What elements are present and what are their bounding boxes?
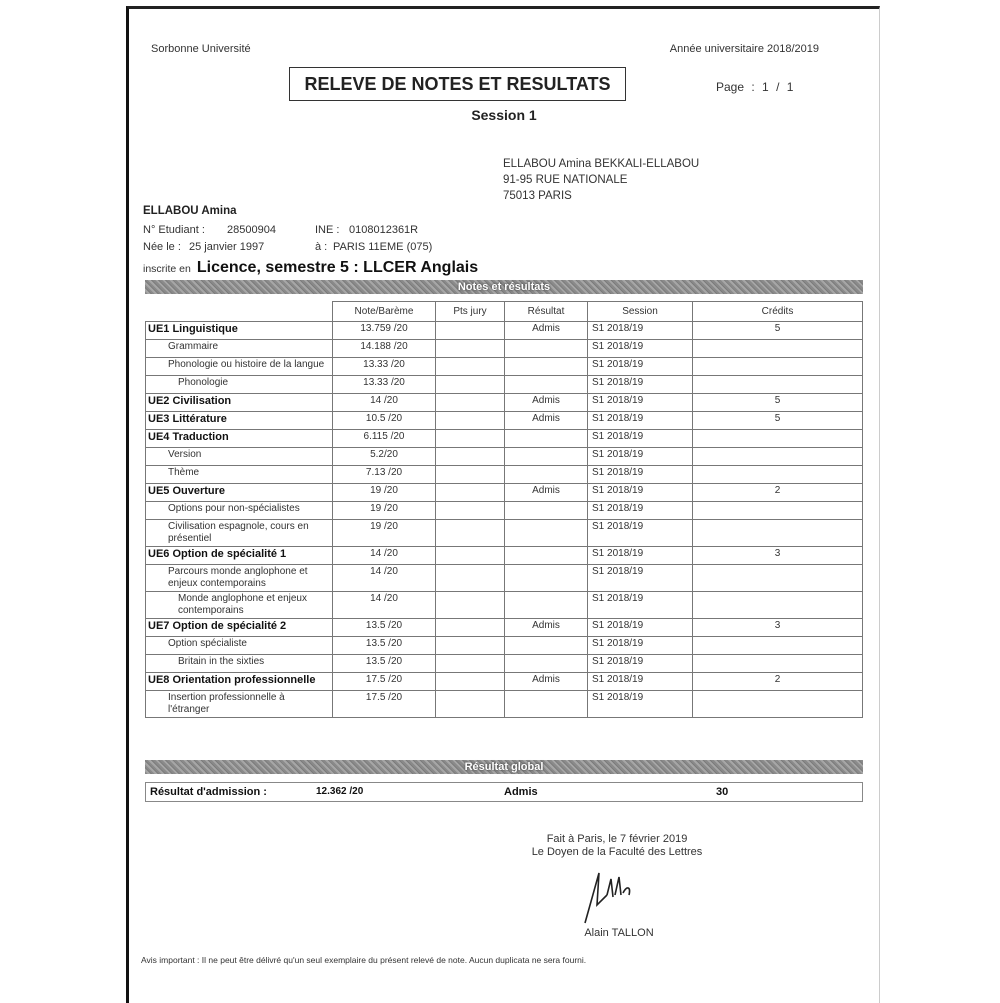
ine-label: INE : [315, 224, 340, 236]
course-label: UE6 Option de spécialité 1 [146, 547, 333, 565]
birth-place: PARIS 11EME (075) [333, 241, 433, 253]
course-label: UE2 Civilisation [146, 394, 333, 412]
jury-points [436, 502, 505, 520]
ue-row [146, 412, 863, 430]
ue-row [146, 619, 863, 637]
global-result-band: Résultat global [145, 760, 863, 774]
university-name: Sorbonne Université [151, 43, 251, 55]
session-value: S1 2018/19 [588, 655, 693, 673]
birth-date-label: Née le : [143, 241, 181, 253]
global-result-row [145, 782, 863, 802]
course-row [146, 448, 863, 466]
note-value: 17.5 /20 [333, 691, 436, 718]
result-value [505, 448, 588, 466]
jury-points [436, 448, 505, 466]
birth-place-label: à : [315, 241, 328, 253]
program-name: Licence, semestre 5 : LLCER Anglais [196, 259, 479, 276]
col-header-note: Note/Barème [333, 302, 436, 322]
note-value: 17.5 /20 [333, 673, 436, 691]
course-row [146, 466, 863, 484]
credits-value [693, 637, 863, 655]
credits-value: 2 [693, 484, 863, 502]
course-row [146, 358, 863, 376]
page-total: 1 [786, 80, 794, 94]
jury-points [436, 376, 505, 394]
course-label: UE3 Littérature [146, 412, 333, 430]
address-line-1: ELLABOU Amina BEKKALI-ELLABOU [503, 158, 700, 170]
result-value [505, 592, 588, 619]
place-date: Fait à Paris, le 7 février 2019 [546, 833, 688, 845]
credits-value [693, 340, 863, 358]
col-header-credits: Crédits [693, 302, 863, 322]
result-value [505, 565, 588, 592]
course-label: Options pour non-spécialistes [146, 502, 333, 520]
col-header-session: Session [588, 302, 693, 322]
jury-points [436, 520, 505, 547]
jury-points [436, 637, 505, 655]
mailing-address [503, 156, 699, 204]
result-value [505, 502, 588, 520]
course-row [146, 502, 863, 520]
note-value: 13.33 /20 [333, 376, 436, 394]
session-value: S1 2018/19 [588, 322, 693, 340]
global-note: 12.362 /20 [316, 786, 364, 797]
result-value [505, 691, 588, 718]
jury-points [436, 592, 505, 619]
course-row [146, 340, 863, 358]
credits-value [693, 358, 863, 376]
col-header-result: Résultat [505, 302, 588, 322]
result-value [505, 637, 588, 655]
jury-points [436, 673, 505, 691]
ue-row [146, 547, 863, 565]
course-label: Option spécialiste [146, 637, 333, 655]
result-value [505, 358, 588, 376]
signatory-role: Le Doyen de la Faculté des Lettres [531, 846, 703, 858]
session-value: S1 2018/19 [588, 520, 693, 547]
birth-date: 25 janvier 1997 [189, 241, 265, 253]
course-label: Parcours monde anglophone et enjeux contemporains [146, 565, 333, 592]
result-value: Admis [505, 322, 588, 340]
ue-row [146, 673, 863, 691]
jury-points [436, 358, 505, 376]
result-value: Admis [505, 673, 588, 691]
grades-table-body [146, 322, 863, 718]
important-notice: Avis important : Il ne peut être délivré qu'un seul exemplaire du présent relevé de note. Aucun duplicata ne sera fourni. [141, 955, 587, 965]
session-value: S1 2018/19 [588, 412, 693, 430]
note-value: 13.759 /20 [333, 322, 436, 340]
ue-row [146, 394, 863, 412]
signatory-name: Alain TALLON [584, 927, 654, 939]
student-number: 28500904 [227, 224, 276, 236]
ine-value: 0108012361R [349, 224, 419, 236]
course-row [146, 565, 863, 592]
address-line-3: 75013 PARIS [503, 190, 572, 202]
grades-table [145, 301, 863, 718]
jury-points [436, 430, 505, 448]
academic-year: Année universitaire 2018/2019 [669, 43, 819, 55]
course-label: Phonologie [146, 376, 333, 394]
session-value: S1 2018/19 [588, 673, 693, 691]
note-value: 13.5 /20 [333, 619, 436, 637]
course-label: Monde anglophone et enjeux contemporains [146, 592, 333, 619]
result-value: Admis [505, 619, 588, 637]
jury-points [436, 322, 505, 340]
result-value: Admis [505, 412, 588, 430]
transcript-page [126, 6, 880, 1003]
notes-section-band: Notes et résultats [145, 280, 863, 294]
col-header-course [146, 302, 333, 322]
course-label: Britain in the sixties [146, 655, 333, 673]
global-result-label: Résultat d'admission : [150, 786, 267, 798]
note-value: 14 /20 [333, 565, 436, 592]
col-header-jury: Pts jury [436, 302, 505, 322]
credits-value: 5 [693, 412, 863, 430]
session-value: S1 2018/19 [588, 358, 693, 376]
result-value [505, 547, 588, 565]
credits-value [693, 565, 863, 592]
result-value: Admis [505, 484, 588, 502]
result-value [505, 430, 588, 448]
course-row [146, 520, 863, 547]
enrollment [143, 259, 478, 277]
jury-points [436, 691, 505, 718]
credits-value [693, 376, 863, 394]
enrollment-label: inscrite en [143, 263, 191, 275]
session-value: S1 2018/19 [588, 430, 693, 448]
note-value: 19 /20 [333, 502, 436, 520]
session-value: S1 2018/19 [588, 619, 693, 637]
course-label: UE5 Ouverture [146, 484, 333, 502]
note-value: 13.5 /20 [333, 655, 436, 673]
result-value [505, 655, 588, 673]
note-value: 19 /20 [333, 484, 436, 502]
course-row [146, 655, 863, 673]
credits-value [693, 691, 863, 718]
course-label: Civilisation espagnole, cours en présentiel [146, 520, 333, 547]
course-label: UE4 Traduction [146, 430, 333, 448]
ue-row [146, 322, 863, 340]
note-value: 5.2/20 [333, 448, 436, 466]
session-value: S1 2018/19 [588, 691, 693, 718]
jury-points [436, 565, 505, 592]
result-value [505, 376, 588, 394]
session-value: S1 2018/19 [588, 502, 693, 520]
course-row [146, 637, 863, 655]
course-label: UE7 Option de spécialité 2 [146, 619, 333, 637]
session-value: S1 2018/19 [588, 565, 693, 592]
credits-value [693, 520, 863, 547]
course-label: Phonologie ou histoire de la langue [146, 358, 333, 376]
page-separator: / [776, 80, 780, 94]
note-value: 14 /20 [333, 547, 436, 565]
session-value: S1 2018/19 [588, 637, 693, 655]
student-name: ELLABOU Amina [143, 205, 237, 217]
table-header-row [146, 302, 863, 322]
result-value: Admis [505, 394, 588, 412]
course-row [146, 376, 863, 394]
credits-value: 3 [693, 619, 863, 637]
course-label: UE8 Orientation professionnelle [146, 673, 333, 691]
note-value: 7.13 /20 [333, 466, 436, 484]
ue-row [146, 430, 863, 448]
handwritten-signature-icon [577, 865, 637, 925]
note-value: 13.5 /20 [333, 637, 436, 655]
jury-points [436, 412, 505, 430]
session-value: S1 2018/19 [588, 376, 693, 394]
course-row [146, 592, 863, 619]
global-result: Admis [504, 786, 538, 798]
session-title: Session 1 [471, 107, 537, 123]
credits-value: 3 [693, 547, 863, 565]
credits-value [693, 466, 863, 484]
course-label: Thème [146, 466, 333, 484]
jury-points [436, 466, 505, 484]
session-value: S1 2018/19 [588, 466, 693, 484]
note-value: 19 /20 [333, 520, 436, 547]
global-credits: 30 [716, 786, 729, 798]
jury-points [436, 340, 505, 358]
page-current: 1 [762, 80, 769, 94]
page-label: Page : [716, 80, 755, 94]
note-value: 14.188 /20 [333, 340, 436, 358]
credits-value [693, 502, 863, 520]
credits-value: 5 [693, 394, 863, 412]
session-value: S1 2018/19 [588, 592, 693, 619]
session-value: S1 2018/19 [588, 484, 693, 502]
jury-points [436, 619, 505, 637]
session-value: S1 2018/19 [588, 340, 693, 358]
course-label: Version [146, 448, 333, 466]
address-line-2: 91-95 RUE NATIONALE [503, 174, 628, 186]
session-value: S1 2018/19 [588, 394, 693, 412]
course-label: Insertion professionnelle à l'étranger [146, 691, 333, 718]
course-label: Grammaire [146, 340, 333, 358]
note-value: 10.5 /20 [333, 412, 436, 430]
course-row [146, 691, 863, 718]
document-title: RELEVE DE NOTES ET RESULTATS [289, 67, 626, 101]
jury-points [436, 547, 505, 565]
credits-value [693, 448, 863, 466]
signature-block [507, 833, 727, 859]
jury-points [436, 484, 505, 502]
session-value: S1 2018/19 [588, 448, 693, 466]
ue-row [146, 484, 863, 502]
credits-value: 5 [693, 322, 863, 340]
page-indicator [716, 80, 793, 94]
credits-value [693, 592, 863, 619]
note-value: 14 /20 [333, 394, 436, 412]
student-number-label: N° Etudiant : [143, 224, 205, 236]
note-value: 6.115 /20 [333, 430, 436, 448]
jury-points [436, 655, 505, 673]
credits-value: 2 [693, 673, 863, 691]
credits-value [693, 655, 863, 673]
note-value: 14 /20 [333, 592, 436, 619]
result-value [505, 520, 588, 547]
course-label: UE1 Linguistique [146, 322, 333, 340]
note-value: 13.33 /20 [333, 358, 436, 376]
credits-value [693, 430, 863, 448]
result-value [505, 466, 588, 484]
result-value [505, 340, 588, 358]
jury-points [436, 394, 505, 412]
session-value: S1 2018/19 [588, 547, 693, 565]
